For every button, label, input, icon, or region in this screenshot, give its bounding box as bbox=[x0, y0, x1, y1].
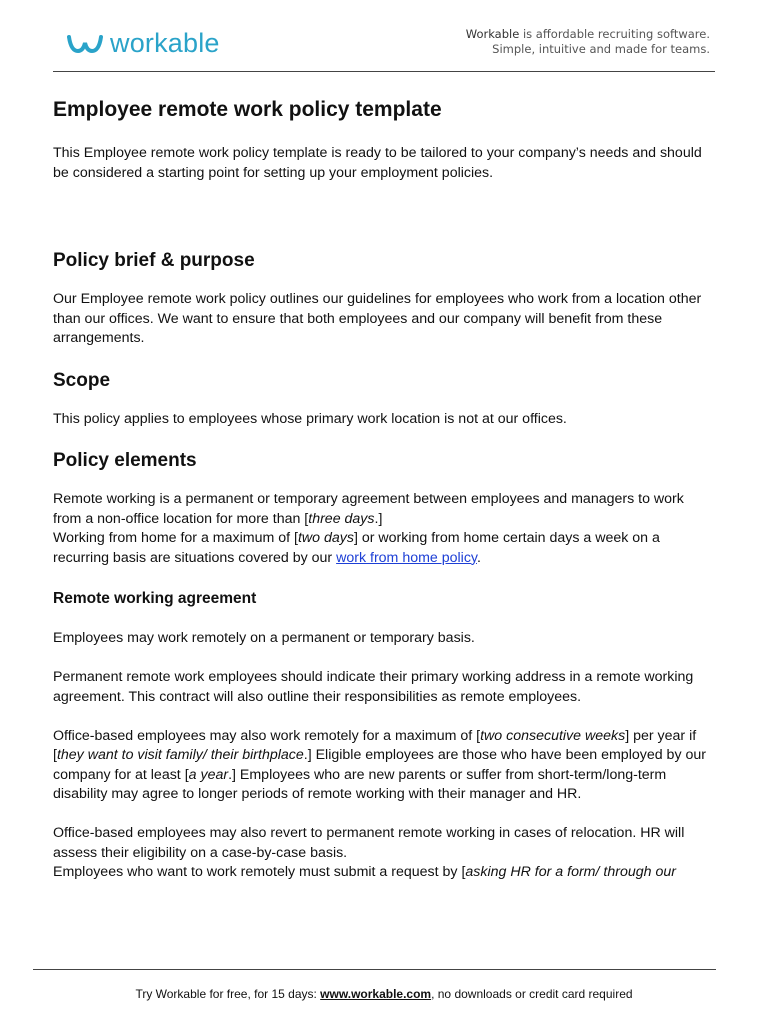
footer-text-a: Try Workable for free, for 15 days: bbox=[135, 987, 321, 1001]
agreement-p5-text: Employees who want to work remotely must submit a request by [ bbox=[53, 864, 466, 880]
intro-paragraph: This Employee remote work policy template is ready to be tailored to your company’s needs and should be considered a starting point for setting up your employment policies. bbox=[53, 145, 702, 181]
scope-heading: Scope bbox=[53, 369, 111, 391]
agreement-paragraph-2: Permanent remote work employees should indicate their primary working address in a remote working agreement. This contract will also outline their responsibilities as remote employees. bbox=[53, 669, 694, 705]
header-divider bbox=[53, 71, 715, 72]
tagline-rest: is affordable recruiting software. bbox=[519, 27, 710, 41]
document-body bbox=[53, 98, 715, 883]
remote-working-agreement-heading: Remote working agreement bbox=[53, 590, 257, 607]
agreement-paragraph-5 bbox=[53, 863, 715, 883]
agreement-p3-text-b: ] per year if [ bbox=[53, 727, 697, 763]
work-from-home-policy-link[interactable]: work from home policy bbox=[336, 549, 477, 566]
tagline bbox=[466, 27, 710, 57]
footer-workable-link[interactable]: www.workable.com bbox=[320, 987, 432, 1001]
elements-p1-emphasis: three days bbox=[308, 510, 375, 527]
workable-logo[interactable] bbox=[66, 28, 220, 59]
policy-brief-paragraph: Our Employee remote work policy outlines our guidelines for employees who work from a location other than our offices. We want to ensure that both employees and our company will benefit from these arrangements. bbox=[53, 291, 702, 346]
elements-p1-text-b: .] bbox=[374, 510, 383, 527]
elements-p2-text-c: . bbox=[476, 549, 481, 566]
agreement-p3-emphasis-1: two consecutive weeks bbox=[480, 727, 626, 744]
agreement-paragraph-4: Office-based employees may also revert to permanent remote working in cases of relocation. HR will assess their eligibility on a case-by-case basis. bbox=[53, 825, 685, 861]
agreement-p3-emphasis-2: they want to visit family/ their birthplace bbox=[56, 747, 304, 763]
page-title: Employee remote work policy template bbox=[53, 98, 442, 121]
policy-elements-heading: Policy elements bbox=[53, 450, 197, 471]
tagline-brand: Workable bbox=[465, 27, 520, 41]
elements-p2-emphasis: two days bbox=[297, 530, 354, 546]
agreement-p3-text-a: Office-based employees may also work remotely for a maximum of [ bbox=[53, 727, 481, 744]
policy-brief-heading: Policy brief & purpose bbox=[53, 250, 255, 271]
workable-logo-icon bbox=[66, 32, 104, 56]
agreement-p3-text-d: .] Employees who are new parents or suffer from short-term/long-term disability may agree to longer periods of remote working with their manager and HR. bbox=[53, 766, 667, 802]
policy-elements-paragraph-1 bbox=[53, 490, 715, 529]
policy-elements-paragraph-2 bbox=[53, 529, 715, 568]
footer bbox=[0, 987, 768, 1001]
agreement-paragraph-3 bbox=[53, 727, 715, 805]
logo-text: workable bbox=[110, 28, 220, 58]
elements-p2-text-b: ] or working from home certain days a week on a recurring basis are situations covered by our bbox=[53, 530, 660, 566]
scope-paragraph: This policy applies to employees whose primary work location is not at our offices. bbox=[53, 410, 567, 427]
agreement-p5-emphasis: asking HR for a form/ through our bbox=[465, 864, 676, 880]
elements-p1-text-a: Remote working is a permanent or temporary agreement between employees and managers to work from a non-office location for more than [ bbox=[53, 491, 684, 527]
footer-text-b: , no downloads or credit card required bbox=[431, 987, 633, 1001]
tagline-line2: Simple, intuitive and made for teams. bbox=[492, 42, 710, 56]
elements-p2-text-a: Working from home for a maximum of [ bbox=[53, 530, 298, 546]
agreement-p3-text-c: .] Eligible employees are those who have been employed by our company for at least [ bbox=[53, 747, 706, 783]
footer-divider bbox=[33, 969, 716, 970]
agreement-p3-emphasis-3: a year bbox=[188, 766, 229, 783]
agreement-paragraph-1: Employees may work remotely on a permanent or temporary basis. bbox=[53, 630, 475, 646]
